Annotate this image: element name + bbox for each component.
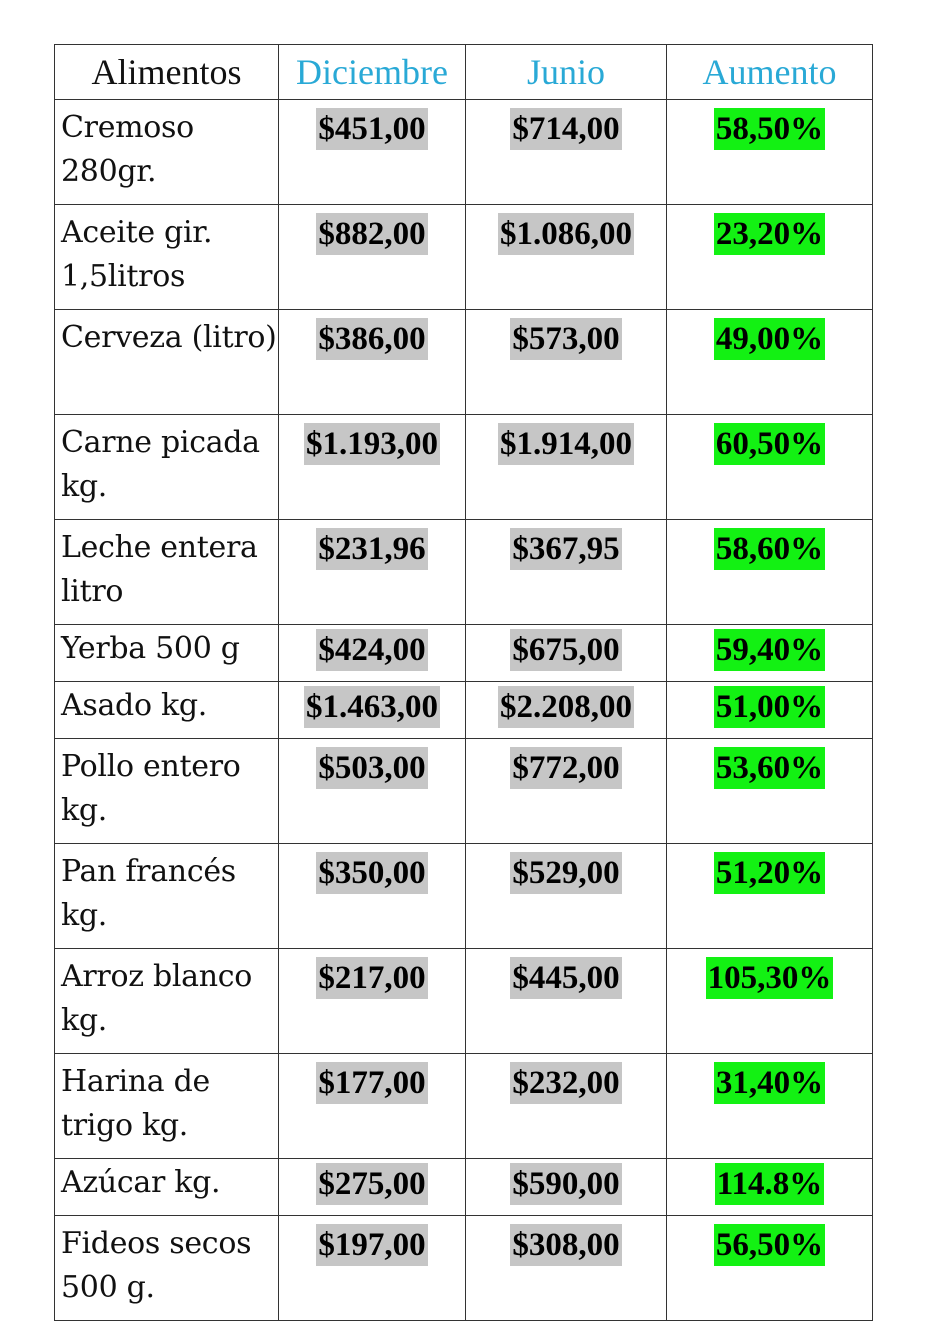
price-diciembre: $275,00 (316, 1163, 427, 1205)
item-name: Cerveza (litro) (55, 310, 279, 415)
item-name: Leche entera litro (55, 520, 279, 625)
price-diciembre: $197,00 (316, 1224, 427, 1266)
price-junio: $445,00 (510, 957, 621, 999)
table-row (55, 1054, 873, 1159)
price-diciembre: $1.193,00 (304, 423, 440, 465)
item-name: Fideos secos 500 g. (55, 1216, 279, 1321)
price-junio: $1.086,00 (498, 213, 634, 255)
item-name: Aceite gir. 1,5litros (55, 205, 279, 310)
price-junio: $367,95 (510, 528, 621, 570)
price-diciembre: $231,96 (316, 528, 427, 570)
increase-percent: 59,40% (714, 629, 825, 671)
price-junio: $714,00 (510, 108, 621, 150)
price-junio: $232,00 (510, 1062, 621, 1104)
price-diciembre: $217,00 (316, 957, 427, 999)
item-name: Asado kg. (55, 682, 279, 739)
header-row (55, 45, 873, 100)
header-junio: Junio (466, 45, 667, 100)
price-diciembre: $451,00 (316, 108, 427, 150)
item-name: Azúcar kg. (55, 1159, 279, 1216)
price-comparison-table (54, 44, 873, 1321)
price-junio: $675,00 (510, 629, 621, 671)
increase-percent: 49,00% (714, 318, 825, 360)
header-alimentos: Alimentos (55, 45, 279, 100)
increase-percent: 58,50% (714, 108, 825, 150)
table-row (55, 520, 873, 625)
table-row (55, 415, 873, 520)
item-name: Harina de trigo kg. (55, 1054, 279, 1159)
price-junio: $573,00 (510, 318, 621, 360)
header-diciembre: Diciembre (279, 45, 466, 100)
increase-percent: 31,40% (714, 1062, 825, 1104)
price-junio: $1.914,00 (498, 423, 634, 465)
item-name: Pan francés kg. (55, 844, 279, 949)
increase-percent: 23,20% (714, 213, 825, 255)
price-junio: $2.208,00 (498, 686, 634, 728)
table-row (55, 739, 873, 844)
price-diciembre: $350,00 (316, 852, 427, 894)
increase-percent: 56,50% (714, 1224, 825, 1266)
header-aumento: Aumento (667, 45, 873, 100)
price-junio: $529,00 (510, 852, 621, 894)
increase-percent: 60,50% (714, 423, 825, 465)
item-name: Yerba 500 g (55, 625, 279, 682)
price-diciembre: $177,00 (316, 1062, 427, 1104)
table-row (55, 1216, 873, 1321)
price-junio: $590,00 (510, 1163, 621, 1205)
price-junio: $308,00 (510, 1224, 621, 1266)
increase-percent: 51,00% (714, 686, 825, 728)
table-row (55, 625, 873, 682)
increase-percent: 53,60% (714, 747, 825, 789)
item-name: Arroz blanco kg. (55, 949, 279, 1054)
price-diciembre: $424,00 (316, 629, 427, 671)
increase-percent: 58,60% (714, 528, 825, 570)
table-row (55, 682, 873, 739)
table-row (55, 310, 873, 415)
price-diciembre: $1.463,00 (304, 686, 440, 728)
item-name: Pollo entero kg. (55, 739, 279, 844)
price-junio: $772,00 (510, 747, 621, 789)
item-name: Carne picada kg. (55, 415, 279, 520)
price-diciembre: $386,00 (316, 318, 427, 360)
increase-percent: 105,30% (706, 957, 834, 999)
price-diciembre: $503,00 (316, 747, 427, 789)
table-row (55, 100, 873, 205)
increase-percent: 114.8% (715, 1163, 824, 1205)
table-row (55, 1159, 873, 1216)
price-diciembre: $882,00 (316, 213, 427, 255)
item-name: Cremoso 280gr. (55, 100, 279, 205)
table-row (55, 949, 873, 1054)
table-row (55, 844, 873, 949)
table-row (55, 205, 873, 310)
increase-percent: 51,20% (714, 852, 825, 894)
